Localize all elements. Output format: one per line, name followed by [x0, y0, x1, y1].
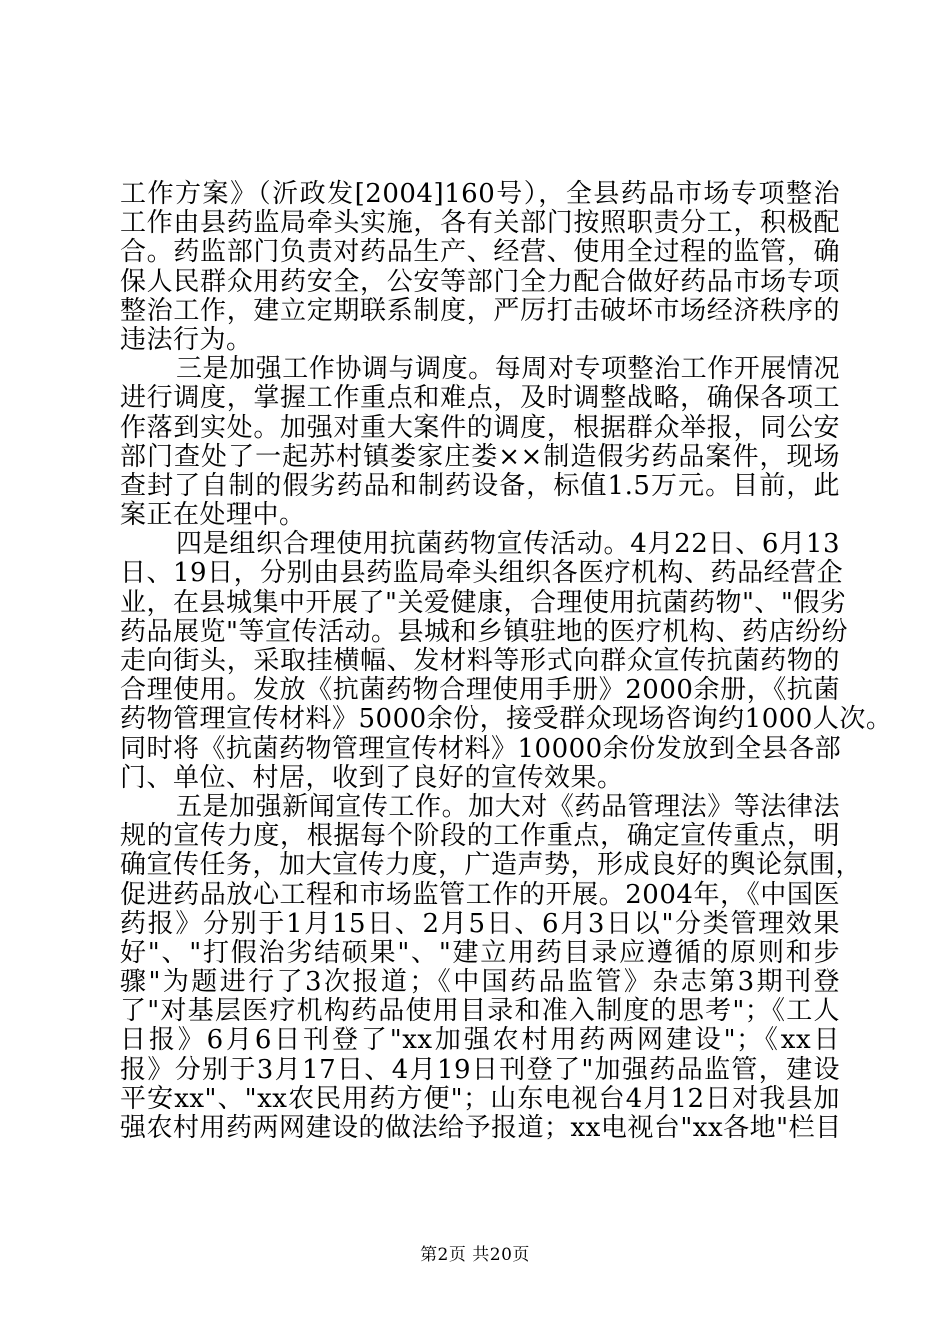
text-line: 工作方案》（沂政发[2004]160号），全县药品市场专项整治 [120, 179, 840, 209]
text-line: 合。药监部门负责对药品生产、经营、使用全过程的监管，确 [120, 237, 840, 268]
text-line: 案正在处理中。 [120, 500, 306, 531]
text-line: 同时将《抗菌药物管理宣传材料》10000余份发放到全县各部 [120, 733, 842, 764]
text-line: 保人民群众用药安全，公安等部门全力配合做好药品市场专项 [120, 266, 840, 297]
text-line: 违法行为。 [120, 324, 253, 355]
text-line: 查封了自制的假劣药品和制药设备，标值1.5万元。目前，此 [120, 470, 840, 501]
text-line: 部门查处了一起苏村镇娄家庄娄××制造假劣药品案件，现场 [120, 441, 840, 472]
paragraph-3-first-line: 三是加强工作协调与调度。每周对专项整治工作开展情况 [176, 354, 840, 385]
text-line: 了"对基层医疗机构药品使用目录和准入制度的思考"；《工人 [120, 996, 840, 1027]
paragraph-4-first-line: 四是组织合理使用抗菌药物宣传活动。4月22日、6月13 [176, 529, 840, 560]
text-line: 走向街头，采取挂横幅、发材料等形式向群众宣传抗菌药物的 [120, 646, 840, 676]
page-footer: 第2页 共20页 [420, 1245, 530, 1265]
text-line: 骤"为题进行了3次报道；《中国药品监管》杂志第3期刊登 [120, 967, 840, 998]
text-line: 作落到实处。加强对重大案件的调度，根据群众举报，同公安 [120, 412, 840, 443]
text-line: 日报》6月6日刊登了"xx加强农村用药两网建设"；《xx日 [120, 1025, 840, 1056]
document-body [120, 179, 893, 1143]
text-line: 药品展览"等宣传活动。县城和乡镇驻地的医疗机构、药店纷纷 [120, 616, 848, 647]
text-line: 进行调度，掌握工作重点和难点，及时调整战略，确保各项工 [120, 383, 840, 414]
text-line: 报》分别于3月17日、4月19日刊登了"加强药品监管，建设 [120, 1054, 840, 1085]
text-line: 门、单位、村居，收到了良好的宣传效果。 [120, 762, 624, 793]
text-line: 合理使用。发放《抗菌药物合理使用手册》2000余册，《抗菌 [120, 675, 840, 706]
text-line: 药物管理宣传材料》5000余份，接受群众现场咨询约1000人次。 [120, 704, 893, 735]
text-line: 好"、"打假治劣结硕果"、"建立用药目录应遵循的原则和步 [120, 937, 840, 968]
text-line: 整治工作，建立定期联系制度，严厉打击破坏市场经济秩序的 [120, 295, 840, 326]
text-line: 促进药品放心工程和市场监管工作的开展。2004年，《中国医 [120, 879, 840, 910]
text-line: 强农村用药两网建设的做法给予报道；xx电视台"xx各地"栏目 [120, 1113, 842, 1143]
text-line: 药报》分别于1月15日、2月5日、6月3日以"分类管理效果 [120, 908, 840, 939]
text-line: 业，在县城集中开展了"关爱健康，合理使用抗菌药物"、"假劣 [120, 587, 847, 618]
text-line: 工作由县药监局牵头实施，各有关部门按照职责分工，积极配 [120, 208, 840, 239]
text-line: 确宣传任务，加大宣传力度，广造声势，形成良好的舆论氛围， [120, 850, 863, 881]
paragraph-5-first-line: 五是加强新闻宣传工作。加大对《药品管理法》等法律法 [176, 791, 840, 822]
text-line: 日、19日，分别由县药监局牵头组织各医疗机构、药品经营企 [120, 558, 844, 589]
text-line: 平安xx"、"xx农民用药方便"；山东电视台4月12日对我县加 [120, 1083, 840, 1114]
text-line: 规的宣传力度，根据每个阶段的工作重点，确定宣传重点，明 [120, 821, 840, 852]
